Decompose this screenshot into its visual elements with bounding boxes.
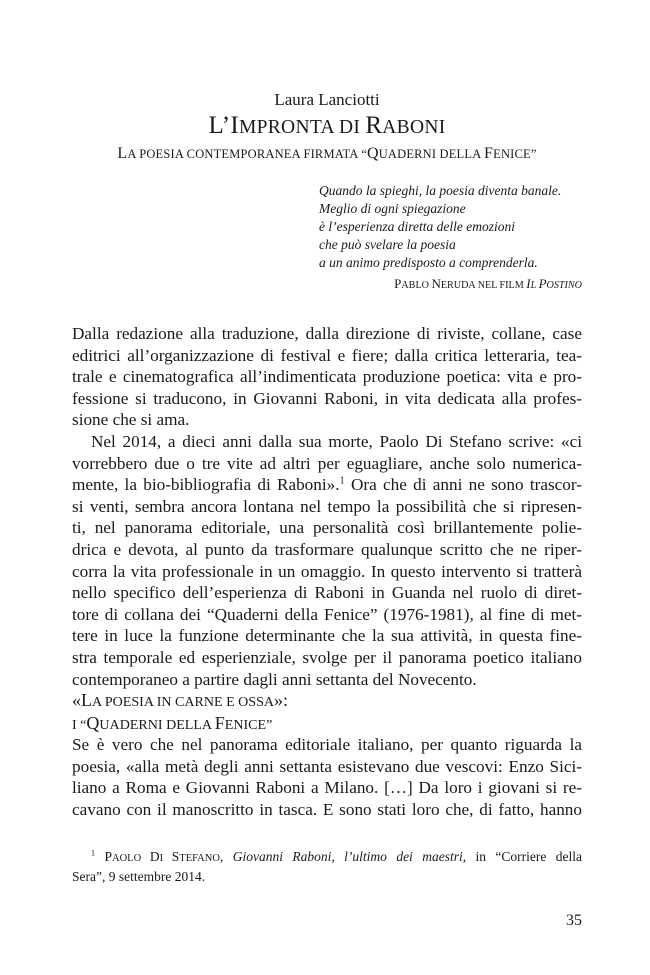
body-line: editrici all’organizzazione di festival e fiere; dalla critica letteraria, tea- bbox=[72, 345, 582, 365]
article-title bbox=[72, 112, 582, 140]
attr-part: N bbox=[431, 276, 441, 291]
section-body bbox=[72, 734, 582, 820]
epigraph-line: Meglio di ogni spiegazione bbox=[319, 201, 466, 216]
body-line: corra la vita professionale in un omaggio. In questo intervento si tratterà bbox=[72, 561, 582, 581]
attr-part: P bbox=[538, 276, 547, 291]
epigraph-line: è l’esperienza diretta delle emozioni bbox=[319, 219, 515, 234]
attr-part: ERUDA NEL FILM bbox=[440, 280, 527, 291]
attr-part: OSTINO bbox=[546, 280, 582, 291]
fn-part: D bbox=[149, 849, 160, 864]
body-line: fessione si traducono, in Giovanni Raboni, in vita dedicata alla profes- bbox=[72, 388, 582, 408]
page bbox=[72, 0, 582, 975]
body-line: stra temporale ed esperienziale, svolge per il panorama poetico italiano bbox=[72, 647, 582, 667]
epigraph-line: a un animo predisposto a comprenderla. bbox=[319, 255, 538, 270]
subtitle-part: ENICE” bbox=[493, 147, 537, 161]
attr-part: L bbox=[530, 280, 539, 291]
fn-part: , bbox=[219, 849, 233, 864]
body-line: drica e devota, al punto da trasformare qualunque scritto che ne riper- bbox=[72, 539, 582, 559]
heading-part: «L bbox=[72, 690, 92, 710]
page-number: 35 bbox=[566, 912, 582, 929]
fn-part: P bbox=[104, 849, 112, 864]
footnote-ref[interactable]: 1 bbox=[339, 475, 345, 487]
body-line: Se è vero che nel panorama editoriale italiano, per quanto riguarda la bbox=[72, 735, 582, 754]
body-line-part: Ora che di anni ne sono trascor- bbox=[344, 475, 582, 495]
section-heading-line bbox=[72, 690, 582, 713]
subtitle-part: F bbox=[484, 145, 494, 162]
heading-part: F bbox=[214, 713, 225, 733]
heading-part: »: bbox=[274, 690, 289, 710]
fn-part: AOLO bbox=[111, 853, 150, 864]
attr-part: ABLO bbox=[401, 280, 432, 291]
footnote-line: Sera”, 9 settembre 2014. bbox=[72, 869, 206, 884]
body-line: poesia, «alla metà degli anni settanta esistevano due vescovi: Enzo Sici- bbox=[72, 756, 582, 776]
title-part: MPRONTA DI bbox=[238, 117, 366, 138]
heading-part: I “ bbox=[72, 717, 87, 733]
body-line: vorrebbero due o tre vite ad altri per eguagliare, anche solo numerica- bbox=[72, 453, 582, 473]
fn-part: I bbox=[159, 853, 172, 864]
footnote-work-title: Giovanni Raboni, l’ultimo dei maestri bbox=[232, 849, 463, 864]
body-line: contemporaneo a partire dagli anni settanta del Novecento. bbox=[72, 669, 477, 689]
epigraph bbox=[319, 182, 584, 272]
body-line: cavano con il manoscritto in tasca. E sono stati loro che, di fatto, hanno bbox=[72, 799, 582, 819]
body-line: Dalla redazione alla traduzione, dalla direzione di riviste, collane, case bbox=[72, 324, 582, 343]
fn-part: S bbox=[171, 849, 180, 864]
body-line: nello specifico dell’esperienza di Raboni in Guanda nel ruolo di diret- bbox=[72, 583, 582, 603]
body-line: ti, nel panorama editoriale, una personalità così brillantemente polie- bbox=[72, 518, 582, 538]
subtitle-part: L bbox=[117, 145, 128, 162]
subtitle-part: A POESIA CONTEMPORANEA FIRMATA “ bbox=[127, 147, 367, 161]
epigraph-line: che può svelare la poesia bbox=[319, 237, 456, 252]
heading-part: A POESIA IN CARNE E OSSA bbox=[92, 694, 275, 710]
body-line-with-ref bbox=[72, 474, 582, 496]
heading-part: UADERNI DELLA bbox=[99, 717, 215, 733]
footnote-number: 1 bbox=[91, 848, 96, 858]
section-heading-line bbox=[72, 713, 582, 736]
attr-film bbox=[526, 276, 582, 291]
body-line: si venti, sembra ancora lontana nel tempo la possibilità che si ripresen- bbox=[72, 496, 582, 516]
title-part: R bbox=[365, 112, 383, 139]
epigraph-line: Quando la spieghi, la poesia diventa banale. bbox=[319, 183, 562, 198]
footnote bbox=[72, 848, 582, 886]
body-line: tere in luce la funzione determinante che la sua attività, in questa fine- bbox=[72, 626, 582, 646]
body-line-part: mente, la bio-bibliografia di Raboni». bbox=[72, 475, 340, 495]
attr-part: I bbox=[526, 276, 531, 291]
heading-part: Q bbox=[86, 713, 100, 733]
fn-part: , in “Corriere della bbox=[462, 849, 582, 864]
body-paragraphs bbox=[72, 323, 582, 690]
attr-part: P bbox=[394, 276, 402, 291]
heading-part: ENICE” bbox=[224, 717, 273, 733]
article-subtitle bbox=[72, 145, 582, 163]
section-heading bbox=[72, 690, 582, 736]
body-line: Nel 2014, a dieci anni dalla sua morte, Paolo Di Stefano scrive: «ci bbox=[91, 431, 582, 451]
subtitle-part: Q bbox=[366, 145, 379, 162]
subtitle-part: UADERNI DELLA bbox=[378, 147, 485, 161]
body-line: trale e cinematografica all’indimenticata produzione poetica: vita e pro- bbox=[72, 367, 582, 387]
body-line: liano a Roma e Giovanni Raboni a Milano. […] Da loro i giovani si re- bbox=[72, 778, 582, 798]
title-part: L’I bbox=[208, 112, 239, 139]
body-line: sione che si ama. bbox=[72, 410, 190, 430]
author-name: Laura Lanciotti bbox=[274, 90, 380, 109]
footnote-line bbox=[72, 848, 582, 868]
body-line: tore di collana dei “Quaderni della Fenice” (1976-1981), al fine di met- bbox=[72, 604, 582, 624]
epigraph-attribution bbox=[272, 276, 582, 292]
title-part: ABONI bbox=[382, 117, 446, 138]
fn-part: TEFANO bbox=[179, 853, 220, 864]
